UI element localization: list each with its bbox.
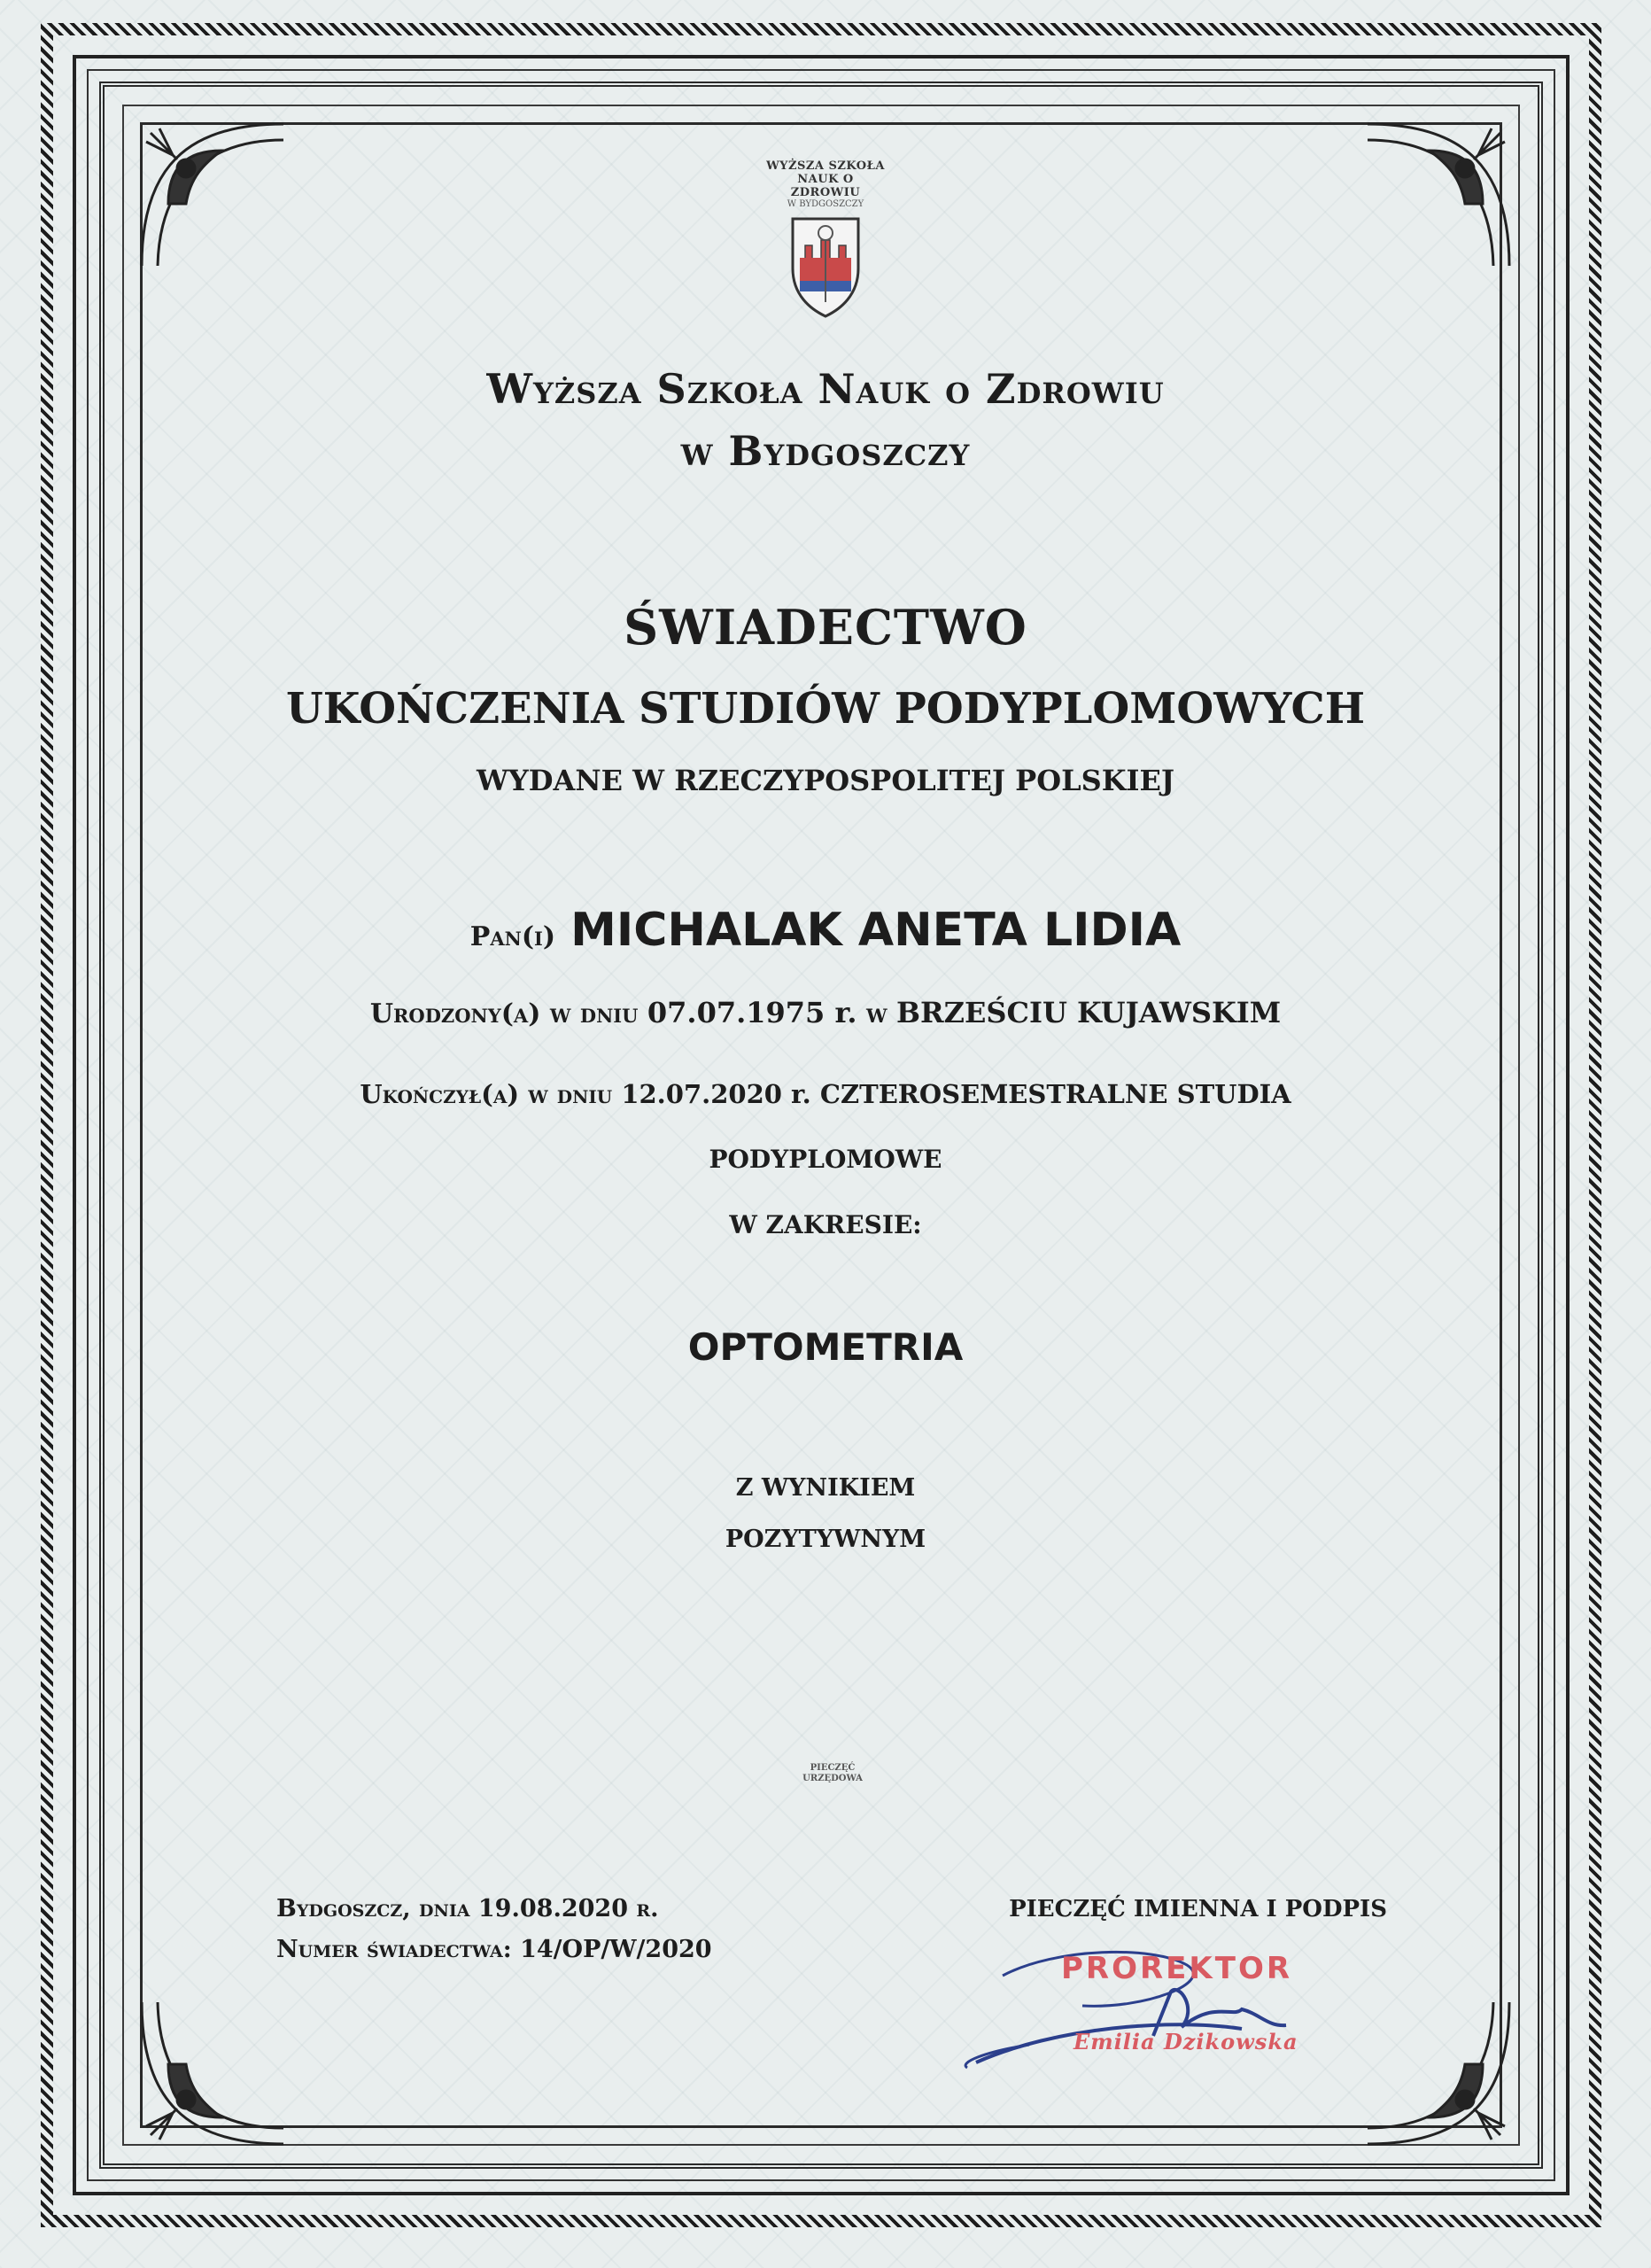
institution-name-line-2: w Bydgoszczy <box>680 427 971 475</box>
certificate-issued-in: WYDANE W RZECZYPOSPOLITEJ POLSKIEJ <box>476 764 1175 797</box>
holder-name: MICHALAK ANETA LIDIA <box>570 904 1182 957</box>
birth-prefix: Urodzony(a) w dniu <box>369 998 639 1029</box>
stamp-title: PROREKTOR <box>1061 1951 1293 1986</box>
birth-place: BRZEŚCIU KUJAWSKIM <box>896 996 1282 1029</box>
crest-line-2: NAUK O ZDROWIU <box>790 173 861 199</box>
certificate-number: 14/OP/W/2020 <box>520 1936 712 1963</box>
study-field: OPTOMETRIA <box>687 1325 964 1369</box>
completion-line <box>0 1079 1651 1109</box>
holder-prefix: Pan(i) <box>469 921 556 952</box>
birth-date: 07.07.1975 r. <box>647 996 857 1029</box>
result-value: POZYTYWNYM <box>725 1526 926 1553</box>
university-crest <box>763 159 888 320</box>
scope-label: W ZAKRESIE: <box>729 1210 922 1239</box>
completion-program-cont: PODYPLOMOWE <box>709 1145 942 1174</box>
crest-line-1: WYŻSZA SZKOŁA <box>766 159 885 173</box>
holder-name-line <box>0 904 1651 957</box>
university-crest-icon <box>787 214 864 320</box>
seal-line-2: URZĘDOWA <box>802 1774 863 1783</box>
official-seal-label <box>797 1763 868 1784</box>
seal-line-1: PIECZĘĆ <box>810 1763 856 1773</box>
signature-label: PIECZĘĆ IMIENNA I PODPIS <box>1009 1896 1387 1922</box>
certificate-number-line <box>276 1930 712 1970</box>
signature-stamp <box>950 1930 1339 2080</box>
crest-line-3: W BYDGOSZCZY <box>787 199 864 209</box>
corner-ornament-icon <box>1359 115 1518 275</box>
holder-birth-line <box>0 996 1651 1029</box>
result-label: Z WYNIKIEM <box>735 1474 916 1502</box>
stamp-name: Emilia Dzikowska <box>1074 2029 1298 2054</box>
completion-prefix: Ukończył(a) w dniu <box>360 1079 613 1109</box>
completion-date: 12.07.2020 r. <box>621 1079 811 1109</box>
issue-place-date: Bydgoszcz, dnia 19.08.2020 r. <box>276 1895 659 1922</box>
birth-mid: w <box>865 998 888 1029</box>
institution-name-line-1: Wyższa Szkoła Nauk o Zdrowiu <box>486 365 1165 413</box>
certificate-subtitle: UKOŃCZENIA STUDIÓW PODYPLOMOWYCH <box>285 684 1366 734</box>
corner-ornament-icon <box>133 115 292 275</box>
certificate-number-label: Numer świadectwa: <box>276 1936 512 1963</box>
completion-program: CZTEROSEMESTRALNE STUDIA <box>819 1079 1291 1109</box>
footer-issue-info <box>276 1889 712 1970</box>
corner-ornament-icon <box>133 1993 292 2153</box>
frame-border-5 <box>140 122 1502 2128</box>
corner-ornament-icon <box>1359 1993 1518 2153</box>
certificate-title: ŚWIADECTWO <box>624 599 1027 656</box>
